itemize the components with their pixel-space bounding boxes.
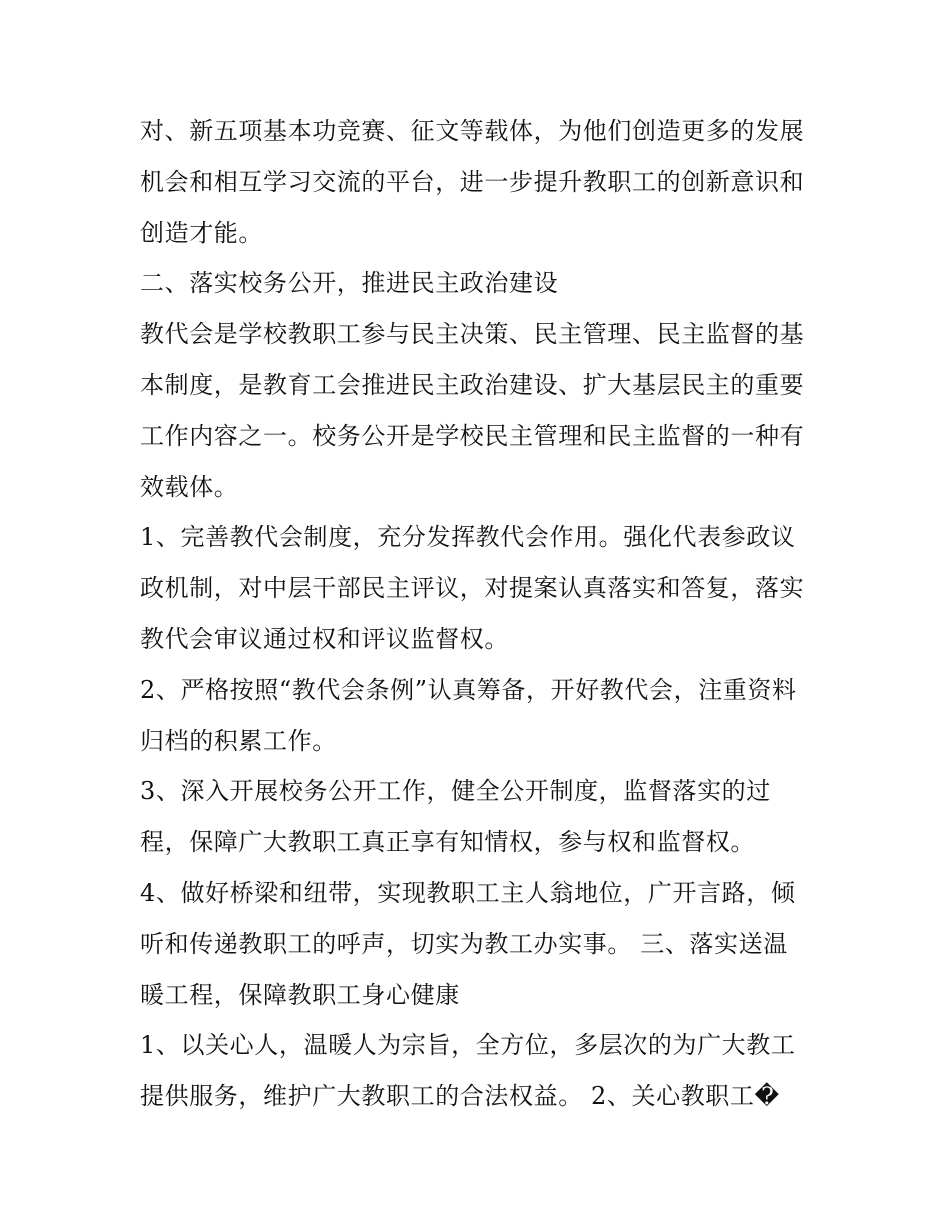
text-line: 对、新五项基本功竞赛、征文等载体，为他们创造更多的发展 bbox=[140, 117, 805, 145]
text-line: 本制度，是教育工会推进民主政治建设、扩大基层民主的重要 bbox=[140, 370, 805, 399]
text-line: 教代会是学校教职工参与民主决策、民主管理、民主监督的基 bbox=[140, 320, 805, 349]
text-line: 机会和相互学习交流的平台，进一步提升教职工的创新意识和 bbox=[140, 167, 805, 196]
text-line: 听和传递教职工的呼声，切实为教工办实事。 三、落实送温 bbox=[140, 929, 788, 958]
list-item-line: 4、做好桥梁和纽带，实现教职工主人翁地位，广开言路，倾 bbox=[140, 878, 796, 907]
list-item-line: 2、严格按照“教代会条例”认真筹备，开好教代会，注重资料 bbox=[140, 675, 797, 704]
text-line: 暖工程，保障教职工身心健康 bbox=[140, 980, 460, 1009]
text-line: 政机制，对中层干部民主评议，对提案认真落实和答复，落实 bbox=[140, 574, 805, 603]
text-line: 归档的积累工作。 bbox=[140, 726, 337, 755]
text-line: 程，保障广大教职工真正享有知情权，参与权和监督权。 bbox=[140, 828, 755, 857]
text-line: 教代会审议通过权和评议监督权。 bbox=[140, 624, 509, 653]
text-line: 工作内容之一。校务公开是学校民主管理和民主监督的一种有 bbox=[140, 421, 805, 450]
list-item-line: 1、完善教代会制度，充分发挥教代会作用。强化代表参政议 bbox=[140, 523, 796, 552]
document-body-text bbox=[140, 106, 820, 1122]
text-line: 创造才能。 bbox=[140, 218, 263, 247]
list-item-line: 1、以关心人，温暖人为宗旨，全方位，多层次的为广大教工 bbox=[140, 1031, 796, 1060]
text-line: 效载体。 bbox=[140, 472, 239, 501]
section-heading: 二、落实校务公开，推进民主政治建设 bbox=[140, 269, 559, 298]
list-item-line: 3、深入开展校务公开工作，健全公开制度，监督落实的过 bbox=[140, 777, 771, 806]
text-line: 提供服务，维护广大教职工的合法权益。 2、关心教职工� bbox=[140, 1082, 780, 1111]
